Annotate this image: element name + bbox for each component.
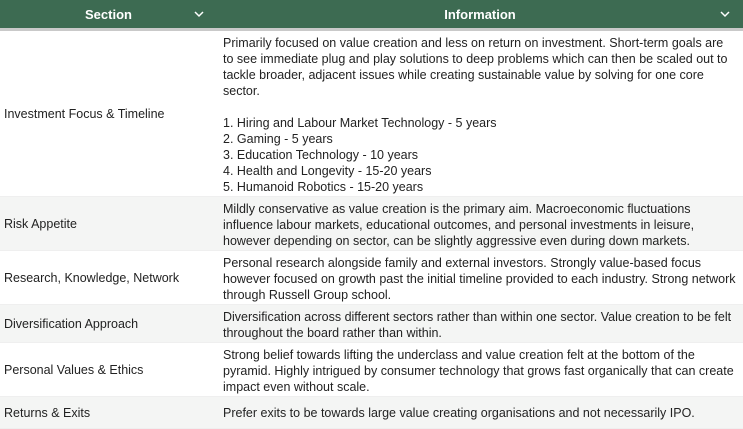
section-cell: Returns & Exits xyxy=(4,405,91,420)
chevron-down-icon[interactable] xyxy=(193,9,205,19)
table-row xyxy=(0,305,743,343)
table-row xyxy=(0,197,743,251)
information-cell: Mildly conservative as value creation is the primary aim. Macroeconomic fluctuations influence labour markets, educational outcomes, and personal investments in leisure, however depending on sector, can be slightly aggressive even during down markets. xyxy=(223,202,695,248)
section-cell: Investment Focus & Timeline xyxy=(4,106,165,121)
column-header-information[interactable] xyxy=(217,0,743,28)
column-header-label: Information xyxy=(444,6,516,22)
section-cell: Diversification Approach xyxy=(4,316,139,331)
column-header-label: Section xyxy=(85,6,132,22)
list-item: 2. Gaming - 5 years xyxy=(223,132,333,146)
list-item: 4. Health and Longevity - 15-20 years xyxy=(223,164,432,178)
table-header xyxy=(0,0,743,31)
sector-list xyxy=(223,115,737,195)
table-row xyxy=(0,31,743,197)
list-item: 1. Hiring and Labour Market Technology - 5 years xyxy=(223,116,497,130)
information-cell: Diversification across different sectors rather than within one sector. Value creation to be felt throughout the board rather than within. xyxy=(223,310,732,340)
chevron-down-icon[interactable] xyxy=(719,9,731,19)
list-item: 5. Humanoid Robotics - 15-20 years xyxy=(223,180,424,194)
table-row xyxy=(0,251,743,305)
section-cell: Research, Knowledge, Network xyxy=(4,270,180,285)
section-cell: Personal Values & Ethics xyxy=(4,362,144,377)
information-cell: Strong belief towards lifting the underclass and value creation felt at the bottom of the pyramid. Highly intrigued by consumer technology that grows fast organically that can create impact even without scale. xyxy=(223,348,734,394)
information-cell xyxy=(217,31,743,196)
information-text: Primarily focused on value creation and less on return on investment. Short-term goals are to see immediate plug and play solutions to deep problems which can then be scaled out to tackle broader, adjacent issues while creating sustainable value by solving for one core sector. xyxy=(223,36,728,98)
section-cell: Risk Appetite xyxy=(4,216,77,231)
table-row xyxy=(0,343,743,397)
information-cell: Prefer exits to be towards large value creating organisations and not necessarily IPO. xyxy=(223,405,695,420)
information-cell: Personal research alongside family and external investors. Strongly value-based focus however focused on growth past the initial timeline provided to each industry. Strong network through Russell Group school. xyxy=(223,256,736,302)
table-row xyxy=(0,397,743,429)
column-header-section[interactable] xyxy=(0,0,217,28)
list-item: 3. Education Technology - 10 years xyxy=(223,148,419,162)
